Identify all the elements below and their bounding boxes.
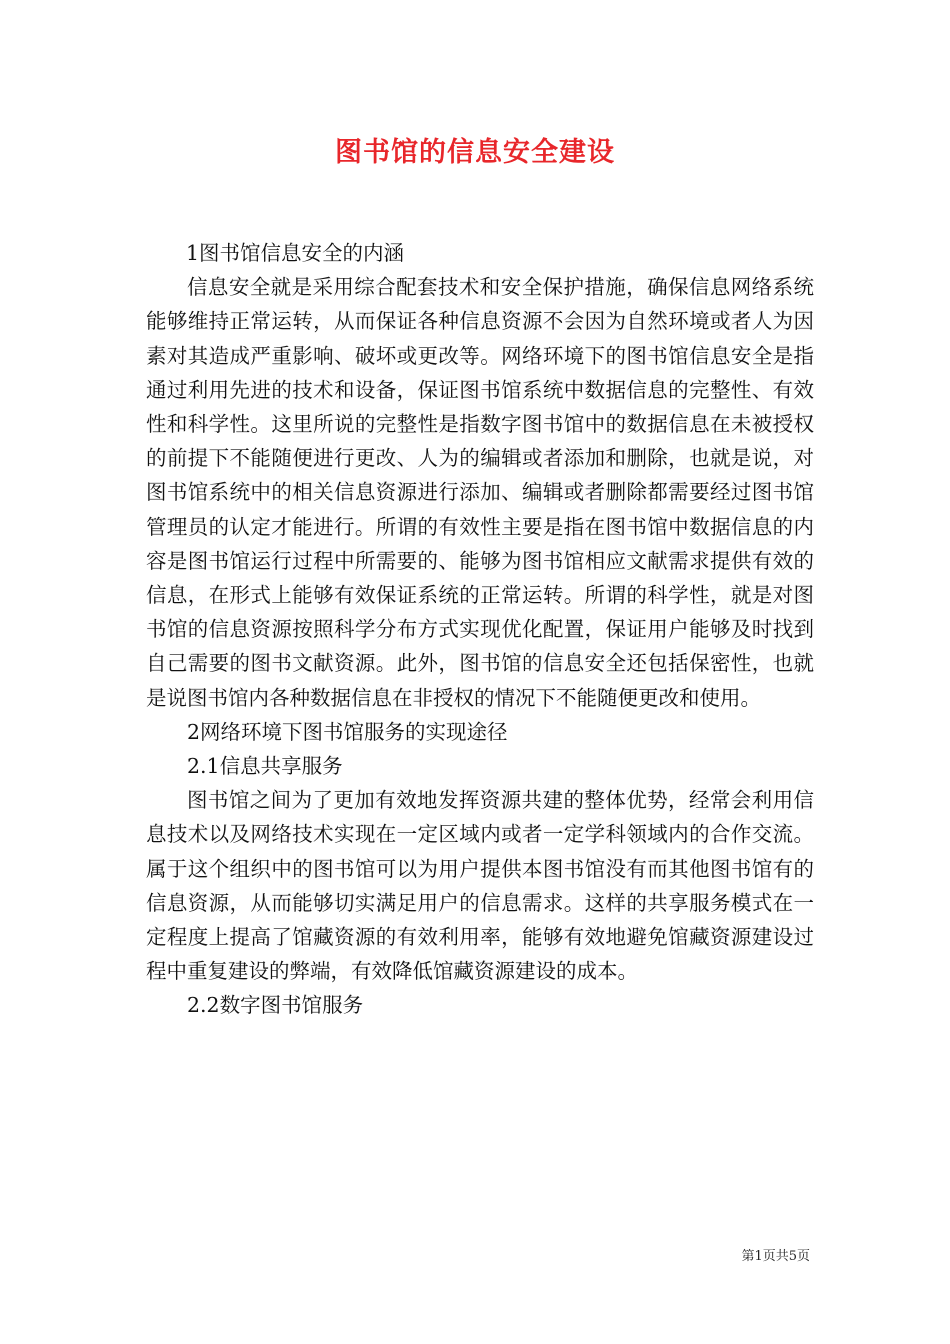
page-title: 图书馆的信息安全建设	[335, 137, 615, 168]
subsection-heading-2-2: 2.2数字图书馆服务	[187, 993, 364, 1018]
section-heading-2: 2网络环境下图书馆服务的实现途径	[187, 719, 508, 744]
section-heading-1: 1图书馆信息安全的内涵	[185, 241, 405, 265]
paragraph-1: 信息安全就是采用综合配套技术和安全保护措施，确保信息网络系统能够维持正常运转，从而保证各种信息资源不会因为自然环境或者人为因素对其造成严重影响、破坏或更改等。网络环境下的图书馆信息安全是指通过利用先进的技术和设备，保证图书馆系统中数据信息的完整性、有效性和科学性。这里所说的完整性是指数字图书馆中的数据信息在未被授权的前提下不能随便进行更改、人为的编辑或者添加和删除，也就是说，对图书馆系统中的相关信息资源进行添加、编辑或者删除都需要经过图书馆管理员的认定才能进行。所谓的有效性主要是指在图书馆中数据信息的内容是图书馆运行过程中所需要的、能够为图书馆相应文献需求提供有效的信息，在形式上能够有效保证系统的正常运转。所谓的科学性，就是对图书馆的信息资源按照科学分布方式实现优化配置，保证用户能够及时找到自己需要的图书文献资源。此外，图书馆的信息安全还包括保密性，也就是说图书馆内各种数据信息在非授权的情况下不能随便更改和使用。	[146, 275, 814, 710]
subsection-heading-2-1: 2.1信息共享服务	[187, 754, 343, 779]
document-body	[146, 236, 814, 1023]
page-number: 第1页共5页	[741, 1249, 810, 1264]
paragraph-2: 图书馆之间为了更加有效地发挥资源共建的整体优势，经常会利用信息技术以及网络技术实现在一定区域内或者一定学科领域内的合作交流。属于这个组织中的图书馆可以为用户提供本图书馆没有而其他图书馆有的信息资源，从而能够切实满足用户的信息需求。这样的共享服务模式在一定程度上提高了馆藏资源的有效利用率，能够有效地避免馆藏资源建设过程中重复建设的弊端，有效降低馆藏资源建设的成本。	[146, 788, 814, 984]
